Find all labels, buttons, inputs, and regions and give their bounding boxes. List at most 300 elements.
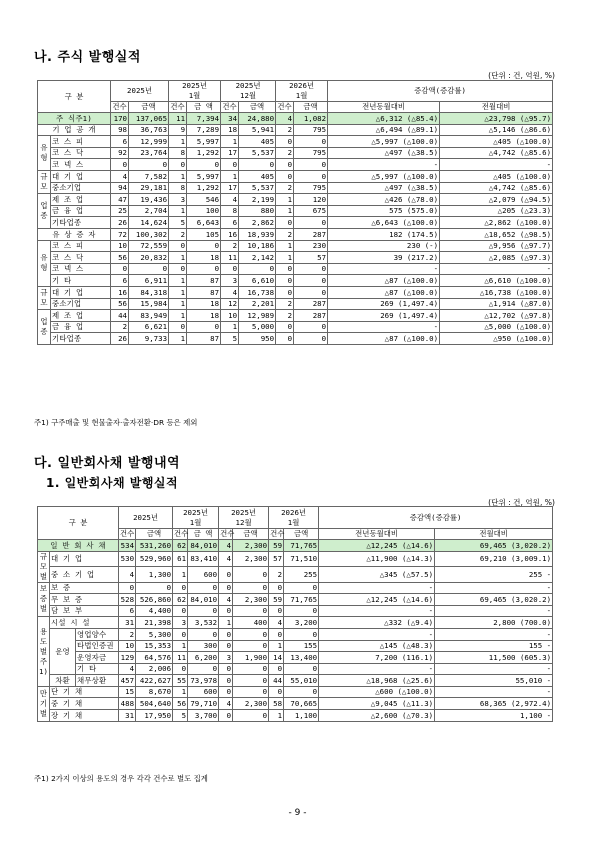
yoy-change-cell: △18,968 (△25.6) (319, 675, 435, 687)
count-cell: 488 (119, 698, 136, 710)
count-cell: 6 (111, 275, 129, 287)
header-count: 건수 (277, 102, 292, 112)
header-change: 증감액(증감률) (319, 507, 553, 529)
header-2026-jan: 2026년 1월 (276, 81, 328, 102)
amount-cell: 795 (294, 124, 328, 136)
amount-cell: 100 (187, 205, 221, 217)
mom-change-cell: - (435, 686, 553, 698)
yoy-change-cell: △6,494 (△89.1) (328, 124, 440, 136)
count-cell: 59 (269, 594, 284, 606)
mom-change-cell: 11,500 (605.3) (435, 652, 553, 664)
count-cell: 0 (221, 263, 239, 275)
count-cell: 4 (119, 663, 136, 675)
count-cell: 0 (169, 263, 187, 275)
amount-cell: 2,300 (233, 551, 269, 566)
header-2025-dec: 2025년 12월 (219, 507, 269, 529)
row-label: 기타업종 (51, 217, 111, 229)
mom-change-cell: 55,010 - (435, 675, 553, 687)
count-cell: 0 (169, 240, 187, 252)
table-row (38, 686, 553, 698)
amount-cell: 3,200 (284, 617, 319, 629)
row-label: 기 타 (76, 663, 119, 675)
header-2025: 2025년 (111, 81, 169, 102)
count-cell: 457 (119, 675, 136, 687)
amount-cell: 57 (294, 252, 328, 264)
amount-cell: 0 (187, 263, 221, 275)
mom-change-cell: 155 - (435, 640, 553, 652)
yoy-change-cell: 7,200 (116.1) (319, 652, 435, 664)
amount-cell: 675 (294, 205, 328, 217)
row-label: 중소기업 (51, 182, 111, 194)
count-cell: 5 (169, 217, 187, 229)
amount-cell: 0 (233, 567, 269, 582)
mom-change-cell: 68,365 (2,972.4) (435, 698, 553, 710)
amount-cell: 83,410 (188, 551, 219, 566)
table-row (38, 147, 553, 159)
section2-note: 주1) 2가지 이상의 용도의 경우 각각 건수로 별도 집계 (34, 774, 208, 783)
count-cell: 56 (111, 252, 129, 264)
amount-cell: 55,010 (284, 675, 319, 687)
amount-cell: 36,763 (129, 124, 169, 136)
count-cell: 15 (119, 686, 136, 698)
yoy-change-cell: △145 (△48.3) (319, 640, 435, 652)
row-label: 금 융 업 (51, 205, 111, 217)
amount-cell: 84,010 (188, 540, 219, 552)
amount-cell: 0 (129, 159, 169, 171)
count-cell: 1 (276, 194, 294, 206)
amount-cell: 5,941 (239, 124, 276, 136)
count-cell: 2 (276, 147, 294, 159)
count-cell: 4 (269, 617, 284, 629)
stock-issuance-table (37, 80, 553, 345)
count-cell: 4 (221, 286, 239, 298)
mom-change-cell: △2,079 (△94.5) (440, 194, 553, 206)
table-row (38, 170, 553, 182)
amount-cell: 6,200 (188, 652, 219, 664)
table-row (38, 567, 553, 582)
amount-cell: 6,621 (129, 321, 169, 333)
count-cell: 0 (173, 605, 188, 617)
count-cell: 0 (219, 567, 233, 582)
table-row (38, 159, 553, 171)
amount-cell: 0 (233, 640, 269, 652)
amount-cell: 79,710 (188, 698, 219, 710)
count-cell: 1 (169, 310, 187, 322)
amount-cell: 1,292 (187, 147, 221, 159)
amount-cell: 1,292 (187, 182, 221, 194)
table-row (38, 124, 553, 136)
count-cell: 2 (269, 567, 284, 582)
amount-cell: 405 (239, 170, 276, 182)
header-amount: 금액 (284, 529, 319, 540)
row-label: 중 소 기 업 (50, 567, 119, 582)
count-cell: 4 (111, 170, 129, 182)
section1-unit: (단위 : 건, 억원, %) (488, 71, 555, 80)
count-cell: 1 (169, 170, 187, 182)
mom-change-cell: - (435, 628, 553, 640)
row-label: 주 식주1) (38, 113, 111, 125)
count-cell: 55 (173, 675, 188, 687)
row-label: 제 조 업 (51, 194, 111, 206)
count-cell: 2 (276, 298, 294, 310)
count-cell: 4 (119, 567, 136, 582)
header-amount: 금액 (129, 102, 169, 113)
count-cell: 6 (221, 217, 239, 229)
table-row (38, 298, 553, 310)
amount-cell: 287 (294, 228, 328, 240)
amount-cell: 1,300 (136, 567, 173, 582)
count-cell: 4 (221, 194, 239, 206)
amount-cell: 0 (284, 582, 319, 594)
count-cell: 11 (173, 652, 188, 664)
header-yoy: 전년동월대비 (328, 102, 440, 113)
amount-cell: 400 (233, 617, 269, 629)
count-cell: 0 (269, 582, 284, 594)
count-cell: 61 (173, 551, 188, 566)
count-cell: 129 (119, 652, 136, 664)
amount-cell: 12,999 (129, 136, 169, 148)
amount-cell: 0 (233, 605, 269, 617)
amount-cell: 9,733 (129, 333, 169, 345)
count-cell: 1 (269, 640, 284, 652)
amount-cell: 5,537 (239, 182, 276, 194)
amount-cell: 0 (294, 159, 328, 171)
table-row (38, 551, 553, 566)
amount-cell: 23,764 (129, 147, 169, 159)
count-cell: 0 (276, 286, 294, 298)
count-cell: 0 (173, 628, 188, 640)
count-cell: 62 (173, 540, 188, 552)
table-row (38, 628, 553, 640)
count-cell: 1 (221, 136, 239, 148)
count-cell: 4 (219, 594, 233, 606)
mom-change-cell: - (435, 663, 553, 675)
table-row (38, 275, 553, 287)
count-cell: 1 (169, 286, 187, 298)
amount-cell: 0 (233, 663, 269, 675)
count-cell: 0 (269, 605, 284, 617)
count-cell: 8 (169, 182, 187, 194)
page-number: - 9 - (288, 808, 307, 818)
count-cell: 528 (119, 594, 136, 606)
count-cell: 3 (221, 275, 239, 287)
group-label: 유 형 (38, 136, 51, 171)
yoy-change-cell: △87 (△100.0) (328, 286, 440, 298)
section1-note: 주1) 구주매출 및 현물출자·출자전환·DR 등은 제외 (34, 418, 198, 427)
count-cell: 534 (119, 540, 136, 552)
count-cell: 0 (111, 159, 129, 171)
yoy-change-cell: △11,900 (△14.3) (319, 551, 435, 566)
count-cell: 14 (269, 652, 284, 664)
table-row (38, 252, 553, 264)
amount-cell: 84,010 (188, 594, 219, 606)
count-cell: 2 (276, 124, 294, 136)
count-cell: 5 (221, 333, 239, 345)
header-amount: 금 액 (187, 102, 221, 113)
count-cell: 92 (111, 147, 129, 159)
yoy-change-cell: △497 (△38.5) (328, 182, 440, 194)
count-cell: 18 (221, 124, 239, 136)
count-cell: 0 (269, 663, 284, 675)
count-cell: 0 (111, 263, 129, 275)
count-cell: 2 (276, 182, 294, 194)
count-cell: 2 (111, 321, 129, 333)
count-cell: 1 (173, 567, 188, 582)
row-label: 기타업종 (51, 333, 111, 345)
row-label: 영업양수 (76, 628, 119, 640)
amount-cell: 795 (294, 182, 328, 194)
count-cell: 530 (119, 551, 136, 566)
amount-cell: 8,670 (136, 686, 173, 698)
header-count: 건수 (170, 102, 185, 112)
amount-cell: 0 (233, 582, 269, 594)
row-label: 보 증 (50, 582, 119, 594)
amount-cell: 71,510 (284, 551, 319, 566)
count-cell: 6 (111, 136, 129, 148)
amount-cell: 0 (233, 686, 269, 698)
count-cell: 1 (276, 205, 294, 217)
count-cell: 0 (173, 663, 188, 675)
mom-change-cell: △6,610 (△100.0) (440, 275, 553, 287)
header-category: 구 분 (38, 81, 111, 113)
amount-cell: 300 (188, 640, 219, 652)
amount-cell: 880 (239, 205, 276, 217)
amount-cell: 64,576 (136, 652, 173, 664)
amount-cell: 0 (233, 628, 269, 640)
header-mom: 전월대비 (440, 102, 553, 113)
header-count: 건수 (112, 102, 127, 112)
group-label: 규 모 (38, 286, 51, 309)
count-cell: 11 (169, 113, 187, 125)
count-cell: 25 (111, 205, 129, 217)
amount-cell: 73,978 (188, 675, 219, 687)
amount-cell: 87 (187, 333, 221, 345)
header-yoy: 전년동월대비 (319, 529, 435, 540)
yoy-change-cell: △5,997 (△100.0) (328, 136, 440, 148)
header-count: 건수 (220, 529, 235, 539)
count-cell: 0 (219, 663, 233, 675)
amount-cell: 18 (187, 298, 221, 310)
row-label: 중소기업 (51, 298, 111, 310)
mom-change-cell: - (440, 159, 553, 171)
count-cell: 56 (111, 298, 129, 310)
amount-cell: 0 (188, 605, 219, 617)
count-cell: 1 (221, 321, 239, 333)
mom-change-cell: 2,800 (700.0) (435, 617, 553, 629)
count-cell: 31 (119, 617, 136, 629)
mom-change-cell: - (435, 582, 553, 594)
count-cell: 3 (173, 617, 188, 629)
amount-cell: 0 (294, 217, 328, 229)
count-cell: 16 (221, 228, 239, 240)
header-count: 건수 (222, 102, 237, 112)
yoy-change-cell: △345 (△57.5) (319, 567, 435, 582)
count-cell: 1 (219, 617, 233, 629)
amount-cell: 0 (187, 321, 221, 333)
amount-cell: 2,142 (239, 252, 276, 264)
table-row (38, 652, 553, 664)
header-2025-jan: 2025년 1월 (173, 507, 219, 529)
count-cell: 1 (169, 205, 187, 217)
count-cell: 4 (276, 113, 294, 125)
count-cell: 16 (111, 286, 129, 298)
amount-cell: 2,300 (233, 698, 269, 710)
header-amount: 금액 (294, 102, 328, 113)
table-row (38, 640, 553, 652)
count-cell: 3 (219, 652, 233, 664)
count-cell: 1 (169, 298, 187, 310)
table-row (38, 205, 553, 217)
count-cell: 4 (219, 698, 233, 710)
count-cell: 0 (219, 582, 233, 594)
amount-cell: 0 (239, 263, 276, 275)
amount-cell: 600 (188, 686, 219, 698)
row-label: 시설 시 설 (50, 617, 119, 629)
amount-cell: 71,765 (284, 540, 319, 552)
amount-cell: 6,610 (239, 275, 276, 287)
row-label: 대 기 업 (50, 551, 119, 566)
count-cell: 58 (269, 698, 284, 710)
section2-unit: (단위 : 건, 억원, %) (488, 498, 555, 507)
count-cell: 0 (219, 605, 233, 617)
table-row (38, 136, 553, 148)
count-cell: 72 (111, 228, 129, 240)
yoy-change-cell: - (328, 321, 440, 333)
group-label: 규 모 (38, 170, 51, 193)
yoy-change-cell: - (328, 159, 440, 171)
table-row (38, 582, 553, 594)
row-label: 제 조 업 (51, 310, 111, 322)
row-label: 코 스 피 (51, 240, 111, 252)
table-row (38, 605, 553, 617)
count-cell: 9 (169, 124, 187, 136)
header-amount: 금액 (233, 529, 269, 540)
yoy-change-cell: △600 (△100.0) (319, 686, 435, 698)
amount-cell: 17,950 (136, 710, 173, 722)
amount-cell: 18 (187, 252, 221, 264)
yoy-change-cell: 182 (174.5) (328, 228, 440, 240)
amount-cell: 950 (239, 333, 276, 345)
count-cell: 0 (219, 686, 233, 698)
row-label: 코 넥 스 (51, 159, 111, 171)
mom-change-cell: 69,465 (3,020.2) (435, 540, 553, 552)
mom-change-cell: 69,210 (3,009.1) (435, 551, 553, 566)
header-category: 구 분 (38, 507, 119, 540)
amount-cell: 15,984 (129, 298, 169, 310)
amount-cell: 84,318 (129, 286, 169, 298)
group-label: 유 형 (38, 240, 51, 286)
count-cell: 1 (169, 333, 187, 345)
amount-cell: 87 (187, 275, 221, 287)
amount-cell: 72,559 (129, 240, 169, 252)
amount-cell: 0 (129, 263, 169, 275)
table-row (38, 228, 553, 240)
table-row (38, 594, 553, 606)
count-cell: 1 (269, 710, 284, 722)
mom-change-cell: △950 (△100.0) (440, 333, 553, 345)
yoy-change-cell: △426 (△78.0) (328, 194, 440, 206)
row-label: 중 기 채 (50, 698, 119, 710)
table-row (38, 113, 553, 125)
table-row (38, 182, 553, 194)
row-label: 채무상환 (76, 675, 119, 687)
row-label: 무 보 증 (50, 594, 119, 606)
count-cell: 62 (173, 594, 188, 606)
table-row (38, 698, 553, 710)
count-cell: 0 (219, 710, 233, 722)
amount-cell: 100,302 (129, 228, 169, 240)
amount-cell: 531,260 (136, 540, 173, 552)
count-cell: 0 (219, 628, 233, 640)
count-cell: 1 (173, 640, 188, 652)
count-cell: 44 (111, 310, 129, 322)
header-amount: 금 액 (188, 529, 219, 540)
mom-change-cell: △18,652 (△98.5) (440, 228, 553, 240)
group-label: 업 종 (38, 310, 51, 345)
row-label: 유 상 증 자 (38, 228, 111, 240)
table-row (38, 540, 553, 552)
amount-cell: 3,532 (188, 617, 219, 629)
mom-change-cell: △2,862 (△100.0) (440, 217, 553, 229)
mom-change-cell: △12,702 (△97.8) (440, 310, 553, 322)
subgroup-label: 운영 (50, 628, 76, 674)
header-change: 증감액(증감률) (328, 81, 553, 102)
group-label: 용 도 별주1) (38, 617, 50, 687)
count-cell: 1 (169, 136, 187, 148)
amount-cell: 405 (239, 136, 276, 148)
yoy-change-cell: △6,312 (△85.4) (328, 113, 440, 125)
amount-cell: 13,400 (284, 652, 319, 664)
table-row (38, 710, 553, 722)
mom-change-cell: △9,956 (△97.7) (440, 240, 553, 252)
amount-cell: 0 (294, 333, 328, 345)
amount-cell: 2,862 (239, 217, 276, 229)
amount-cell: 0 (188, 582, 219, 594)
yoy-change-cell: △6,643 (△100.0) (328, 217, 440, 229)
amount-cell: 287 (294, 310, 328, 322)
mom-change-cell: △405 (△100.0) (440, 136, 553, 148)
row-label: 단 기 채 (50, 686, 119, 698)
count-cell: 0 (276, 263, 294, 275)
row-label: 대 기 업 (51, 286, 111, 298)
row-label: 대 기 업 (51, 170, 111, 182)
row-label: 기 업 공 개 (38, 124, 111, 136)
amount-cell: 18,939 (239, 228, 276, 240)
yoy-change-cell: - (328, 263, 440, 275)
count-cell: 26 (111, 217, 129, 229)
amount-cell: 0 (284, 663, 319, 675)
table-row (38, 263, 553, 275)
mom-change-cell: △4,742 (△85.6) (440, 147, 553, 159)
amount-cell: 0 (284, 686, 319, 698)
row-label: 기 타 (51, 275, 111, 287)
table-row (38, 321, 553, 333)
amount-cell: 16,738 (239, 286, 276, 298)
amount-cell: 5,300 (136, 628, 173, 640)
amount-cell: 0 (284, 628, 319, 640)
yoy-change-cell: △5,997 (△100.0) (328, 170, 440, 182)
count-cell: 56 (173, 698, 188, 710)
amount-cell: 19,436 (129, 194, 169, 206)
group-label: 업 종 (38, 194, 51, 229)
yoy-change-cell: 269 (1,497.4) (328, 298, 440, 310)
amount-cell: 287 (294, 298, 328, 310)
mom-change-cell: △4,742 (△85.6) (440, 182, 553, 194)
yoy-change-cell: 39 (217.2) (328, 252, 440, 264)
count-cell: 59 (269, 540, 284, 552)
count-cell: 1 (169, 252, 187, 264)
count-cell: 0 (276, 159, 294, 171)
